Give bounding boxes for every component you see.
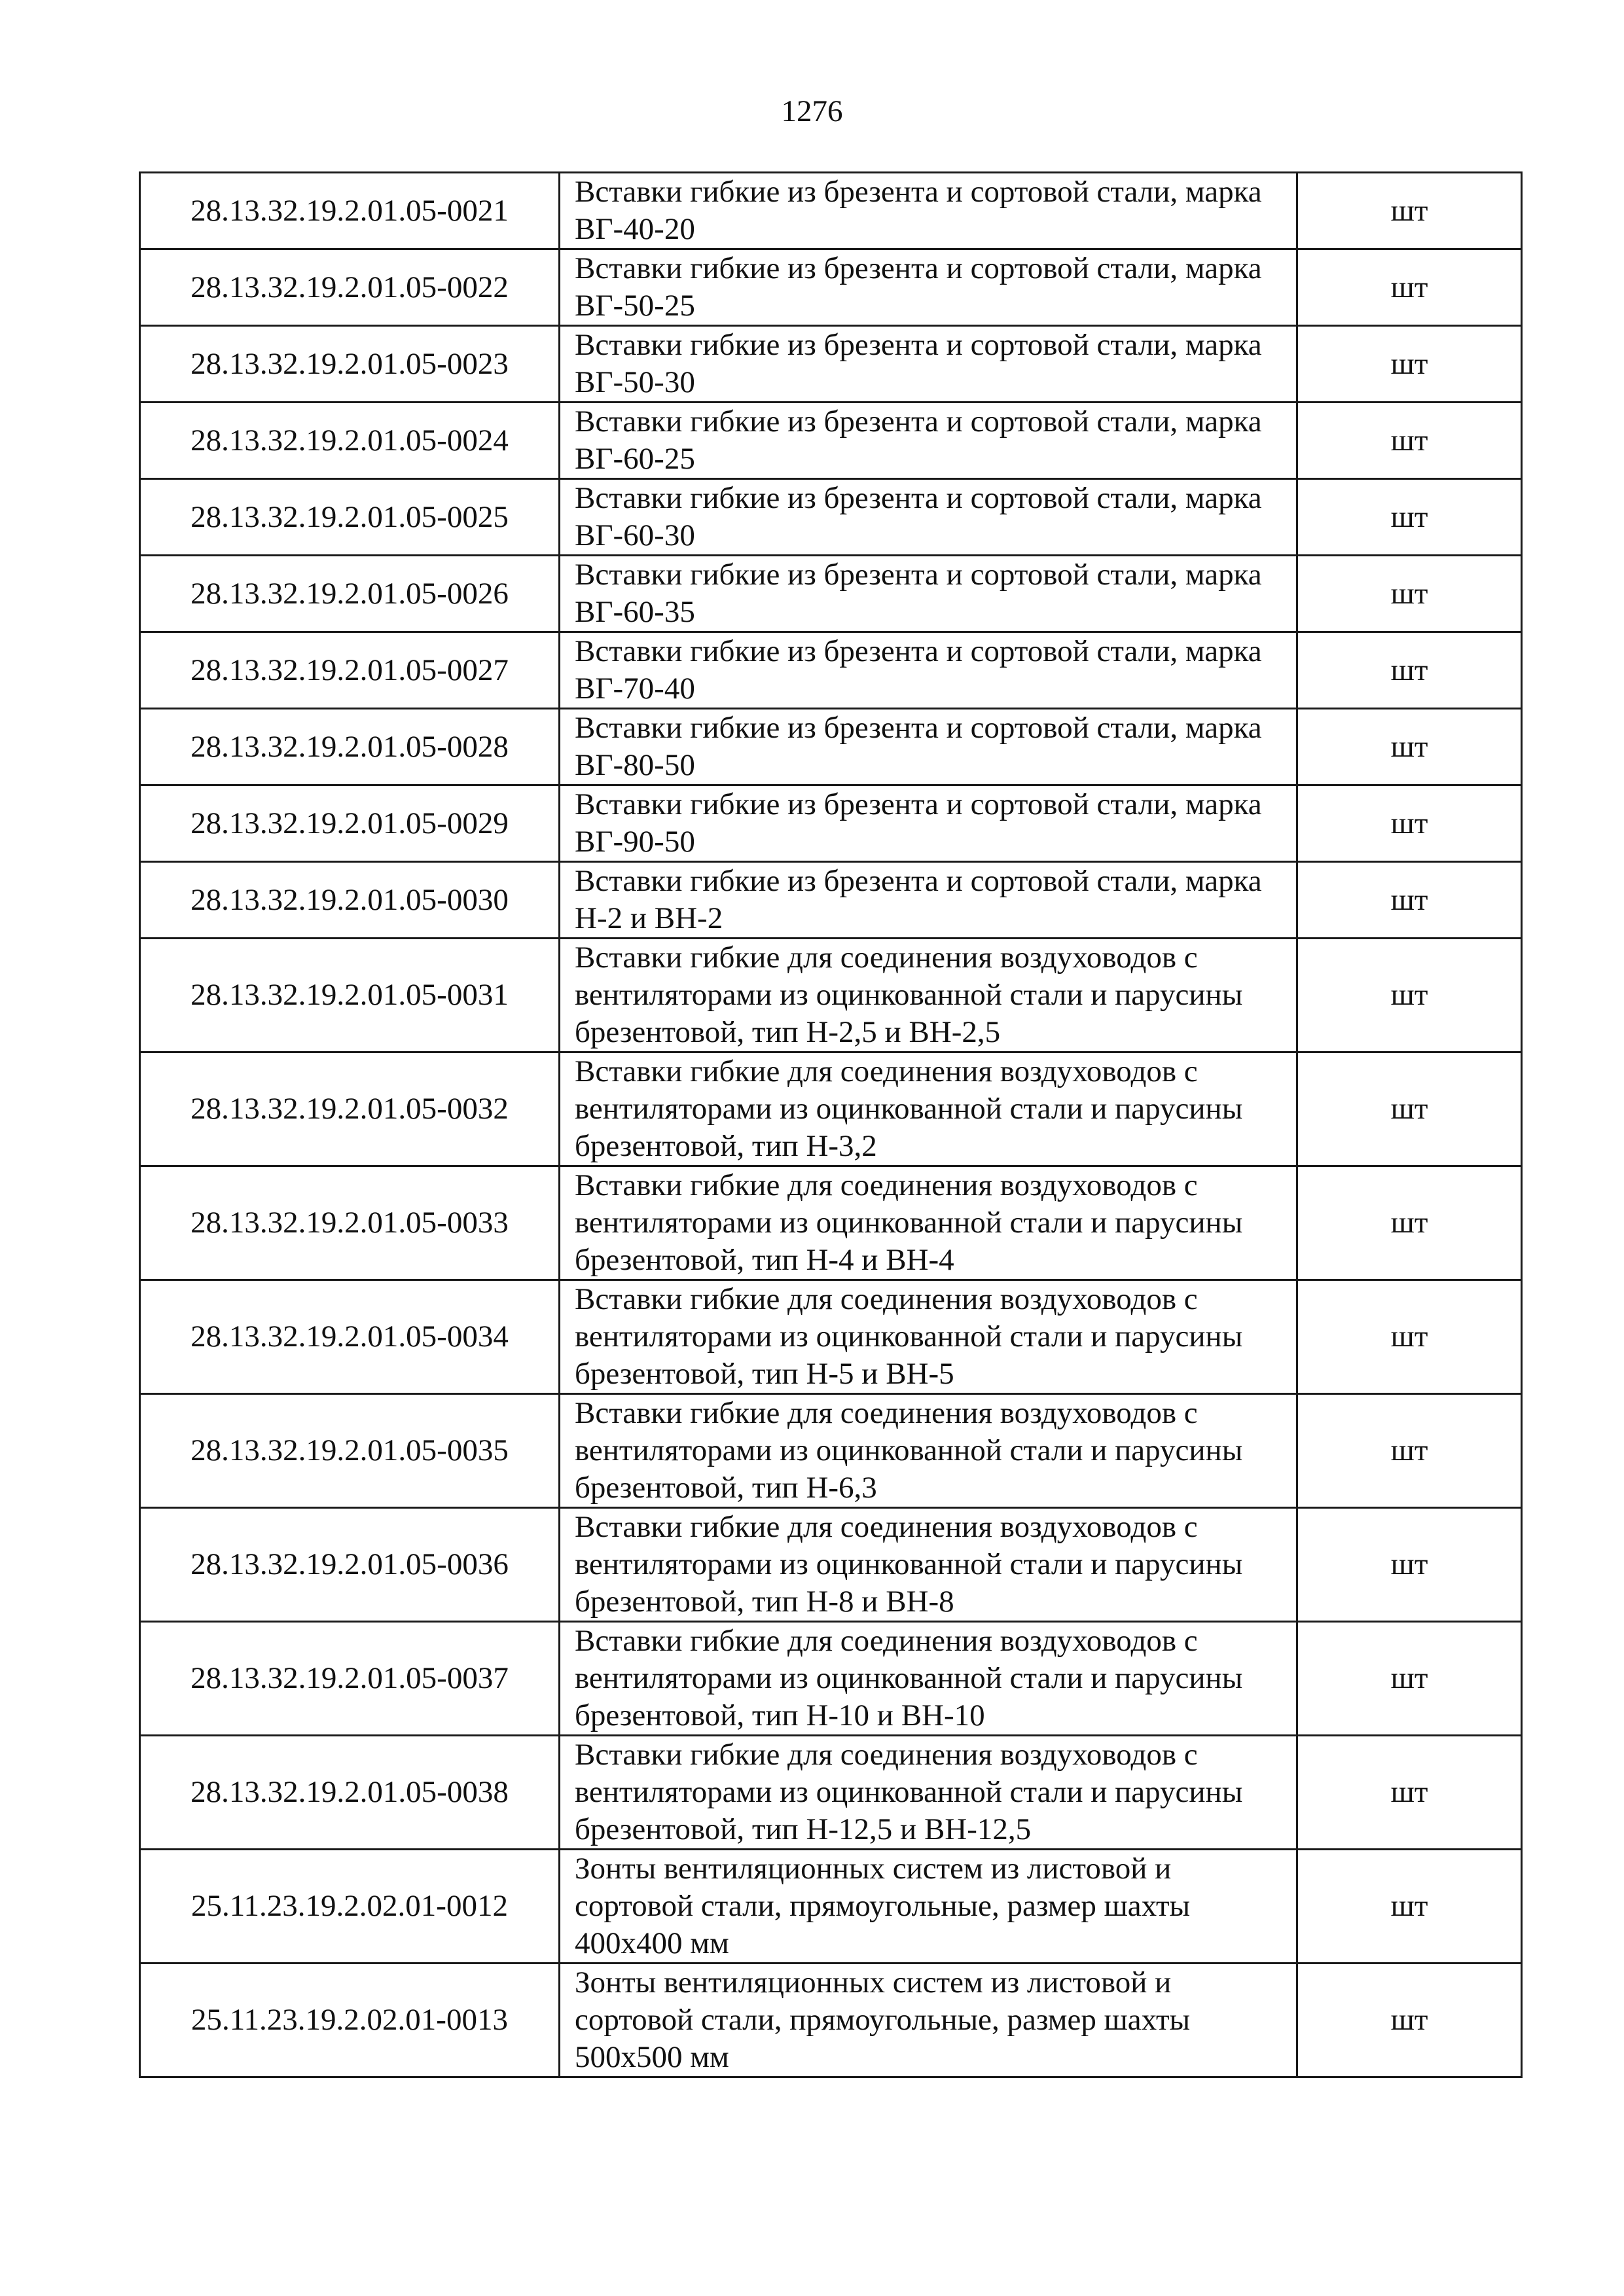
row-unit: шт — [1297, 1394, 1522, 1508]
row-code: 28.13.32.19.2.01.05-0035 — [140, 1394, 560, 1508]
row-name: Вставки гибкие из брезента и сортовой стали, марка ВГ-70-40 — [560, 632, 1297, 709]
row-unit: шт — [1297, 249, 1522, 326]
row-unit: шт — [1297, 479, 1522, 556]
row-unit: шт — [1297, 939, 1522, 1052]
row-name: Вставки гибкие из брезента и сортовой стали, марка ВГ-60-30 — [560, 479, 1297, 556]
table-row — [140, 556, 1522, 632]
row-name: Вставки гибкие для соединения воздуховодов с вентиляторами из оцинкованной стали и парусины брезентовой, тип Н-10 и ВН-10 — [560, 1622, 1297, 1736]
table-row — [140, 1508, 1522, 1622]
row-name: Вставки гибкие из брезента и сортовой стали, марка ВГ-80-50 — [560, 709, 1297, 785]
table-row — [140, 1052, 1522, 1166]
row-code: 28.13.32.19.2.01.05-0023 — [140, 326, 560, 403]
row-name: Вставки гибкие из брезента и сортовой стали, марка ВГ-50-30 — [560, 326, 1297, 403]
table-row — [140, 403, 1522, 479]
table-row — [140, 709, 1522, 785]
row-code: 28.13.32.19.2.01.05-0024 — [140, 403, 560, 479]
table-row — [140, 939, 1522, 1052]
row-unit: шт — [1297, 785, 1522, 862]
row-name: Вставки гибкие из брезента и сортовой стали, марка ВГ-90-50 — [560, 785, 1297, 862]
table-row — [140, 1850, 1522, 1964]
row-name: Зонты вентиляционных систем из листовой и сортовой стали, прямоугольные, размер шахты 500х500 мм — [560, 1964, 1297, 2077]
row-name: Вставки гибкие для соединения воздуховодов с вентиляторами из оцинкованной стали и парусины брезентовой, тип Н-3,2 — [560, 1052, 1297, 1166]
row-code: 28.13.32.19.2.01.05-0031 — [140, 939, 560, 1052]
row-unit: шт — [1297, 1850, 1522, 1964]
row-code: 28.13.32.19.2.01.05-0038 — [140, 1736, 560, 1850]
table-row — [140, 632, 1522, 709]
table-row — [140, 326, 1522, 403]
row-name: Вставки гибкие из брезента и сортовой стали, марка ВГ-40-20 — [560, 173, 1297, 249]
table-row — [140, 1394, 1522, 1508]
row-unit: шт — [1297, 1052, 1522, 1166]
row-code: 28.13.32.19.2.01.05-0032 — [140, 1052, 560, 1166]
table-row — [140, 173, 1522, 249]
row-name: Вставки гибкие для соединения воздуховодов с вентиляторами из оцинкованной стали и парусины брезентовой, тип Н-8 и ВН-8 — [560, 1508, 1297, 1622]
row-name: Вставки гибкие из брезента и сортовой стали, марка Н-2 и ВН-2 — [560, 862, 1297, 939]
table-row — [140, 1166, 1522, 1280]
row-name: Вставки гибкие из брезента и сортовой стали, марка ВГ-50-25 — [560, 249, 1297, 326]
row-unit: шт — [1297, 1736, 1522, 1850]
row-name: Вставки гибкие для соединения воздуховодов с вентиляторами из оцинкованной стали и парусины брезентовой, тип Н-5 и ВН-5 — [560, 1280, 1297, 1394]
table-row — [140, 1736, 1522, 1850]
row-unit: шт — [1297, 1622, 1522, 1736]
table-row — [140, 785, 1522, 862]
row-unit: шт — [1297, 173, 1522, 249]
row-code: 28.13.32.19.2.01.05-0027 — [140, 632, 560, 709]
resource-table — [139, 171, 1523, 2078]
row-unit: шт — [1297, 1508, 1522, 1622]
row-code: 28.13.32.19.2.01.05-0033 — [140, 1166, 560, 1280]
row-unit: шт — [1297, 326, 1522, 403]
row-unit: шт — [1297, 1964, 1522, 2077]
row-unit: шт — [1297, 1166, 1522, 1280]
table-row — [140, 862, 1522, 939]
row-unit: шт — [1297, 862, 1522, 939]
row-code: 28.13.32.19.2.01.05-0026 — [140, 556, 560, 632]
page-number: 1276 — [781, 94, 843, 128]
table-row — [140, 479, 1522, 556]
row-code: 28.13.32.19.2.01.05-0025 — [140, 479, 560, 556]
row-code: 28.13.32.19.2.01.05-0037 — [140, 1622, 560, 1736]
row-code: 28.13.32.19.2.01.05-0030 — [140, 862, 560, 939]
row-name: Вставки гибкие для соединения воздуховодов с вентиляторами из оцинкованной стали и парусины брезентовой, тип Н-6,3 — [560, 1394, 1297, 1508]
row-unit: шт — [1297, 403, 1522, 479]
row-unit: шт — [1297, 632, 1522, 709]
row-code: 28.13.32.19.2.01.05-0034 — [140, 1280, 560, 1394]
row-name: Вставки гибкие для соединения воздуховодов с вентиляторами из оцинкованной стали и парусины брезентовой, тип Н-2,5 и ВН-2,5 — [560, 939, 1297, 1052]
row-code: 28.13.32.19.2.01.05-0028 — [140, 709, 560, 785]
row-code: 25.11.23.19.2.02.01-0012 — [140, 1850, 560, 1964]
row-name: Вставки гибкие из брезента и сортовой стали, марка ВГ-60-35 — [560, 556, 1297, 632]
table-row — [140, 1280, 1522, 1394]
table-row — [140, 1622, 1522, 1736]
row-name: Зонты вентиляционных систем из листовой и сортовой стали, прямоугольные, размер шахты 400х400 мм — [560, 1850, 1297, 1964]
row-code: 28.13.32.19.2.01.05-0029 — [140, 785, 560, 862]
row-name: Вставки гибкие из брезента и сортовой стали, марка ВГ-60-25 — [560, 403, 1297, 479]
row-code: 28.13.32.19.2.01.05-0022 — [140, 249, 560, 326]
row-code: 28.13.32.19.2.01.05-0021 — [140, 173, 560, 249]
table-row — [140, 1964, 1522, 2077]
row-name: Вставки гибкие для соединения воздуховодов с вентиляторами из оцинкованной стали и парусины брезентовой, тип Н-4 и ВН-4 — [560, 1166, 1297, 1280]
row-name: Вставки гибкие для соединения воздуховодов с вентиляторами из оцинкованной стали и парусины брезентовой, тип Н-12,5 и ВН-12,5 — [560, 1736, 1297, 1850]
row-code: 28.13.32.19.2.01.05-0036 — [140, 1508, 560, 1622]
row-unit: шт — [1297, 709, 1522, 785]
row-unit: шт — [1297, 556, 1522, 632]
row-code: 25.11.23.19.2.02.01-0013 — [140, 1964, 560, 2077]
table-row — [140, 249, 1522, 326]
row-unit: шт — [1297, 1280, 1522, 1394]
